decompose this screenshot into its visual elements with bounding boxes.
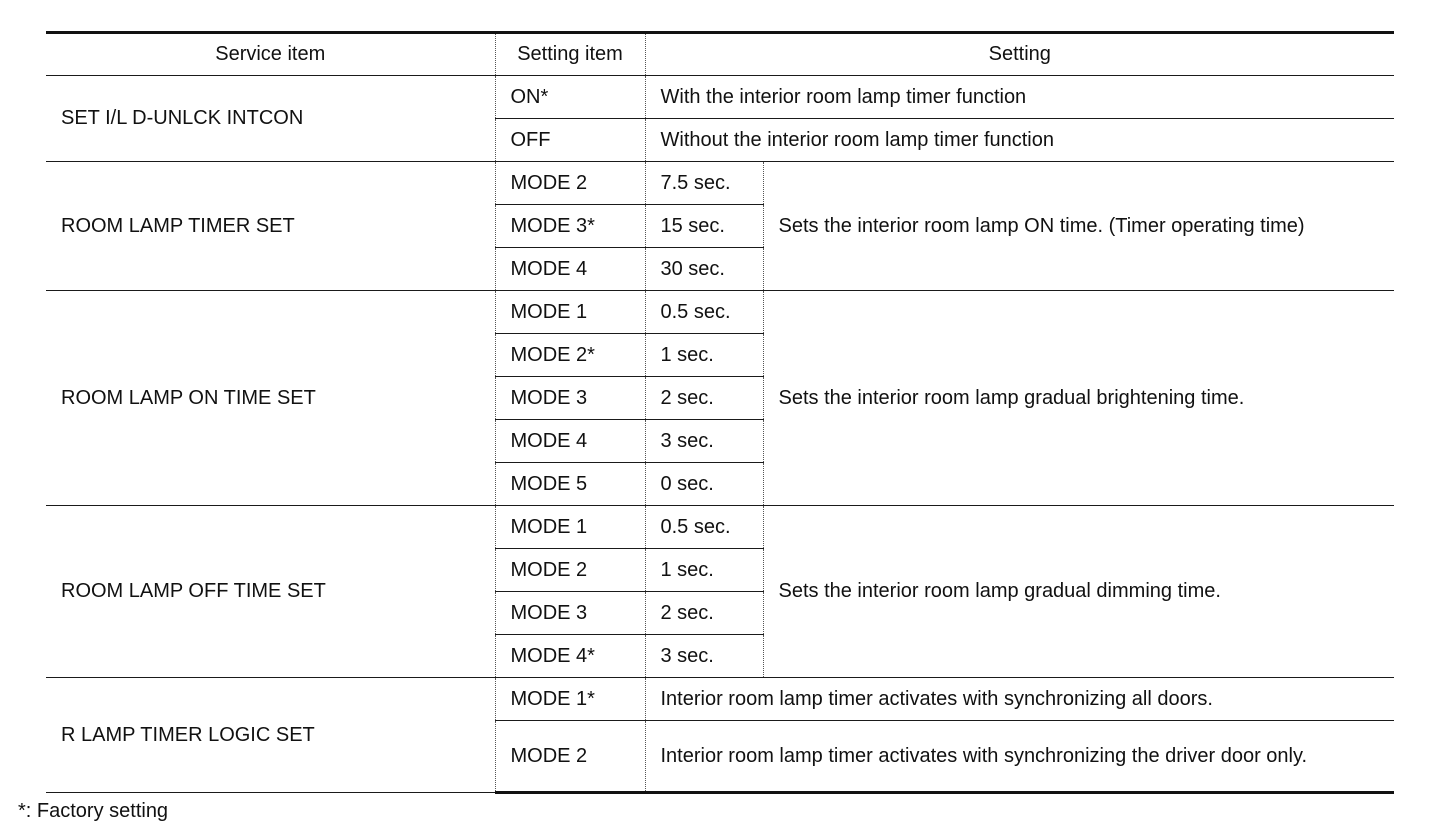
setting-value-cell: 30 sec. <box>645 248 763 291</box>
setting-cell: Interior room lamp timer activates with synchronizing all doors. <box>645 678 1394 721</box>
setting-item-cell: ON* <box>495 76 645 119</box>
service-set-il-d-unlck-intcon: SET I/L D-UNLCK INTCON <box>46 76 495 162</box>
setting-item-cell: MODE 5 <box>495 463 645 506</box>
setting-value-cell: 0 sec. <box>645 463 763 506</box>
table-row <box>46 678 1394 721</box>
setting-item-cell: MODE 3 <box>495 377 645 420</box>
table-row <box>46 162 1394 205</box>
setting-item-cell: MODE 1* <box>495 678 645 721</box>
table-row <box>46 291 1394 334</box>
service-room-lamp-off-time-set: ROOM LAMP OFF TIME SET <box>46 506 495 678</box>
setting-item-cell: MODE 4 <box>495 248 645 291</box>
setting-item-cell: MODE 1 <box>495 291 645 334</box>
service-room-lamp-timer-set: ROOM LAMP TIMER SET <box>46 162 495 291</box>
table-row <box>46 506 1394 549</box>
setting-item-cell: MODE 2 <box>495 162 645 205</box>
settings-table <box>46 31 1394 794</box>
setting-item-cell: MODE 1 <box>495 506 645 549</box>
header-service-item: Service item <box>46 33 495 76</box>
table-header-row <box>46 33 1394 76</box>
setting-value-cell: 2 sec. <box>645 377 763 420</box>
setting-item-cell: MODE 3 <box>495 592 645 635</box>
setting-item-cell: MODE 4 <box>495 420 645 463</box>
setting-value-cell: 3 sec. <box>645 635 763 678</box>
setting-value-cell: 3 sec. <box>645 420 763 463</box>
setting-value-cell: 1 sec. <box>645 334 763 377</box>
footnote-factory-setting: *: Factory setting <box>18 800 169 822</box>
setting-item-cell: MODE 2* <box>495 334 645 377</box>
setting-description-cell: Sets the interior room lamp gradual brightening time. <box>763 291 1394 506</box>
setting-cell: With the interior room lamp timer function <box>645 76 1394 119</box>
setting-item-cell: MODE 2 <box>495 721 645 793</box>
setting-value-cell: 15 sec. <box>645 205 763 248</box>
setting-value-cell: 1 sec. <box>645 549 763 592</box>
setting-value-cell: 0.5 sec. <box>645 506 763 549</box>
table-row <box>46 76 1394 119</box>
header-setting: Setting <box>645 33 1394 76</box>
setting-cell: Without the interior room lamp timer function <box>645 119 1394 162</box>
setting-value-cell: 7.5 sec. <box>645 162 763 205</box>
header-setting-item: Setting item <box>495 33 645 76</box>
setting-item-cell: MODE 2 <box>495 549 645 592</box>
service-r-lamp-timer-logic-set: R LAMP TIMER LOGIC SET <box>46 678 495 793</box>
setting-cell: Interior room lamp timer activates with synchronizing the driver door only. <box>645 721 1394 793</box>
setting-item-cell: MODE 4* <box>495 635 645 678</box>
setting-description-cell: Sets the interior room lamp gradual dimming time. <box>763 506 1394 678</box>
setting-value-cell: 2 sec. <box>645 592 763 635</box>
setting-item-cell: OFF <box>495 119 645 162</box>
setting-description-cell: Sets the interior room lamp ON time. (Timer operating time) <box>763 162 1394 291</box>
setting-value-cell: 0.5 sec. <box>645 291 763 334</box>
setting-item-cell: MODE 3* <box>495 205 645 248</box>
service-room-lamp-on-time-set: ROOM LAMP ON TIME SET <box>46 291 495 506</box>
